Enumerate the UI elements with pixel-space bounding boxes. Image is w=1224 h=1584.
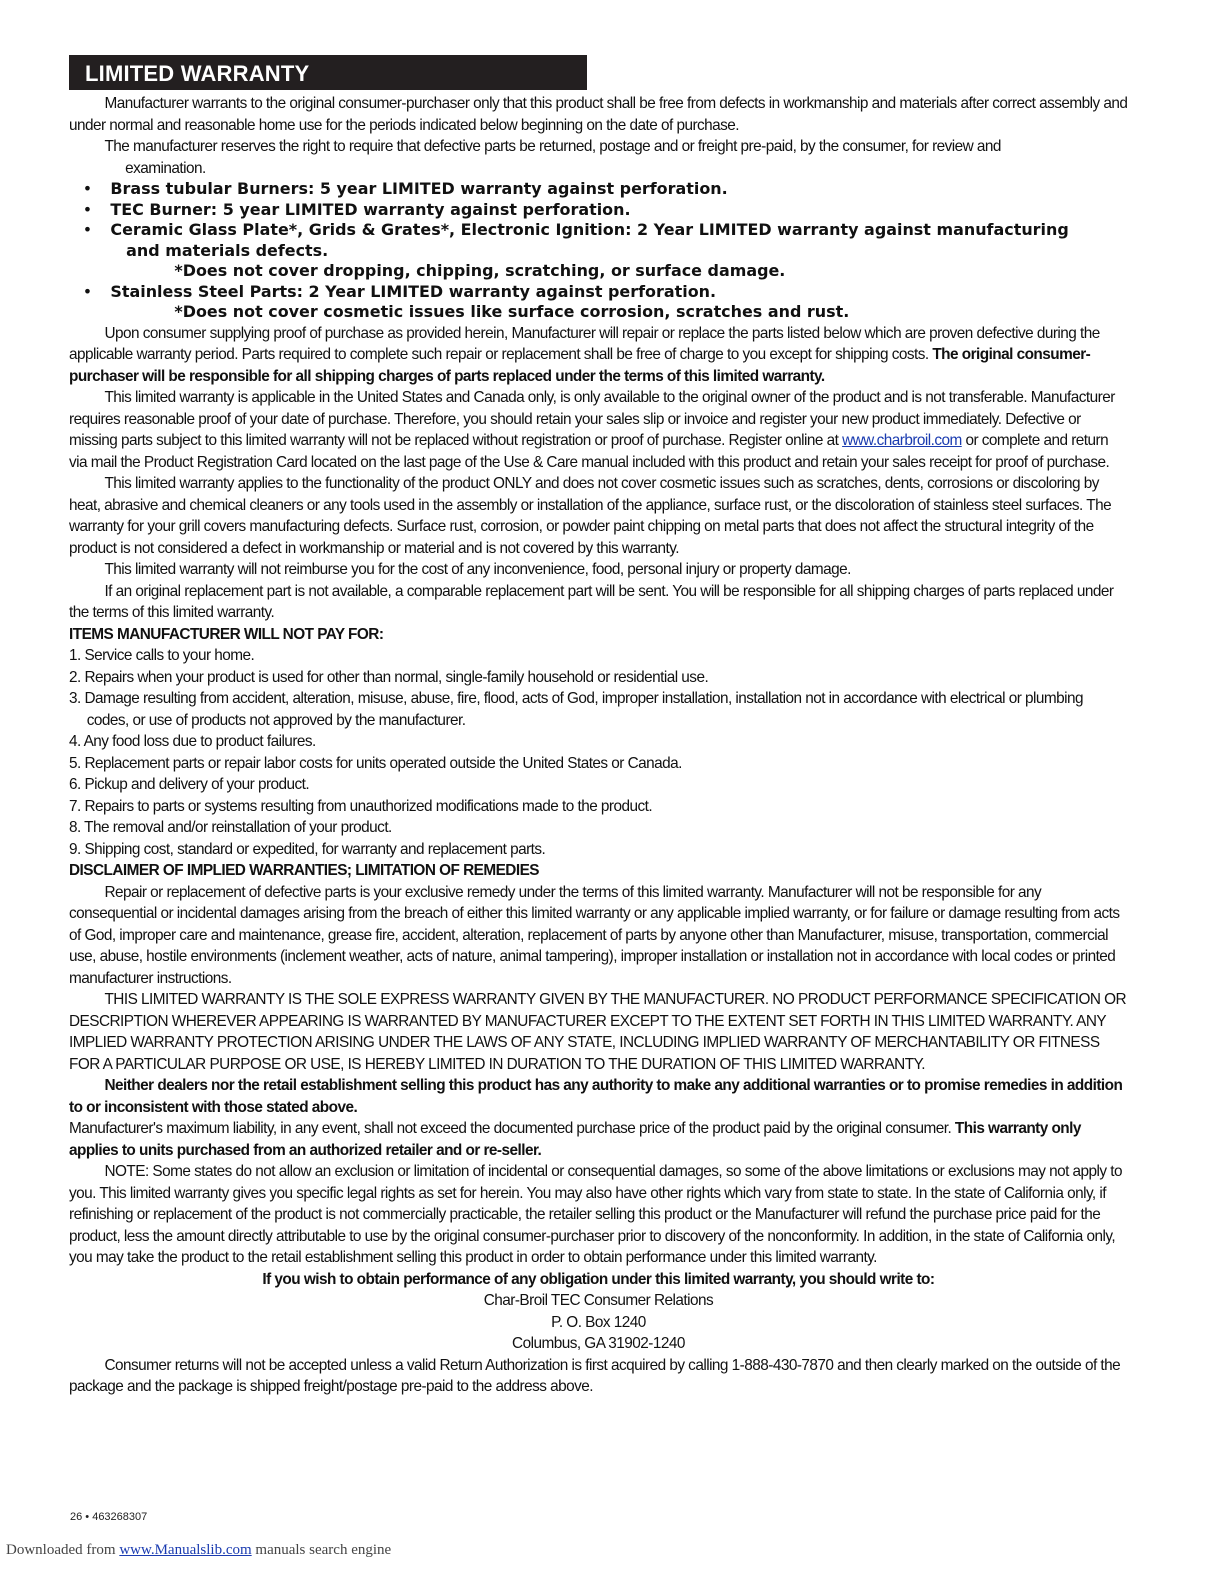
applicable-paragraph: This limited warranty is applicable in the United States and Canada only, is only available to the original owner of the product and is not transferable. Manufacturer requires reasonable proof of your date of purchase. Therefore, you should retain your sales slip or invoice and register your new product immediately. Defective or missing parts subject to this limited warranty will not be replaced without registration or proof of purchase. Register online at www.charbroil.com or complete and return via mail the Product Registration Card located on the last page of the Use & Care manual included with this product and retain your sales receipt for proof of purchase. (69, 389, 1115, 471)
list-item: • TEC Burner: 5 year LIMITED warranty against perforation. (82, 199, 631, 219)
download-credit: Downloaded from www.Manualslib.com manuals search engine (6, 1542, 392, 1558)
address-line: Columbus, GA 31902-1240 (512, 1335, 685, 1352)
not-pay-heading: ITEMS MANUFACTURER WILL NOT PAY FOR: (69, 625, 384, 643)
list-item: 1. Service calls to your home. (69, 647, 255, 664)
list-item: 7. Repairs to parts or systems resulting from unauthorized modifications made to the product. (69, 797, 653, 815)
list-item-continued: and materials defects. (126, 240, 329, 260)
charbroil-link[interactable]: www.charbroil.com (842, 432, 962, 449)
note-paragraph: NOTE: Some states do not allow an exclusion or limitation of incidental or consequential damages, so some of the above limitations or exclusions may not apply to you. This limited warranty gives you specific legal rights as set for herein. You may also have other rights which vary from state to state. In the state of California only, if refinishing or replacement of the product is not commercially practicable, the retailer selling this product or the Manufacturer will refund the purchase price paid for the product, less the amount directly attributable to use by the original consumer-purchaser prior to discovery of the nonconformity. In addition, in the state of California only, you may take the product to the retail establishment selling this product in order to obtain performance under this limited warranty. (69, 1163, 1123, 1266)
reserve-paragraph-line2: examination. (125, 159, 206, 177)
page-footer: 26 • 463268307 (70, 1511, 148, 1523)
contact-heading: If you wish to obtain performance of any obligation under this limited warranty, you should write to: (262, 1270, 935, 1288)
reserve-paragraph-line1: The manufacturer reserves the right to require that defective parts be returned, postage and or freight pre-paid, by the consumer, for review and (104, 138, 1001, 155)
express-warranty-paragraph: THIS LIMITED WARRANTY IS THE SOLE EXPRESS WARRANTY GIVEN BY THE MANUFACTURER. NO PRODUCT PERFORMANCE SPECIFICATION OR DESCRIPTION WHEREVER APPEARING IS WARRANTED BY MANUFACTURER EXCEPT TO THE EXTENT SET FORTH IN THIS LIMITED WARRANTY. ANY IMPLIED WARRANTY PROTECTION ARISING UNDER THE LAWS OF ANY STATE, INCLUDING IMPLIED WARRANTY OF MERCHANTABILITY OR FITNESS FOR A PARTICULAR PURPOSE OR USE, IS HEREBY LIMITED IN DURATION TO THE DURATION OF THIS LIMITED WARRANTY. (69, 991, 1127, 1073)
bullet-icon: • (82, 220, 93, 239)
list-item: 5. Replacement parts or repair labor costs for units operated outside the United States or Canada. (69, 754, 682, 772)
list-item: 2. Repairs when your product is used for other than normal, single-family household or residential use. (69, 668, 709, 686)
remedy-paragraph: Repair or replacement of defective parts is your exclusive remedy under the terms of this limited warranty. Manufacturer will not be responsible for any consequential or incidental damages arising from the breach of either this limited warranty or any applicable implied warranty, or for failure or damage resulting from acts of God, improper care and maintenance, grease fire, accident, alteration, replacement of parts by anyone other than Manufacturer, misuse, transportation, commercial use, abuse, hostile environments (inclement weather, acts of nature, animal tampering), improper installation or installation not in accordance with local codes or printed manufacturer instructions. (69, 883, 1120, 987)
bullet-icon: • (82, 199, 93, 219)
coverage-note: *Does not cover cosmetic issues like surface corrosion, scratches and rust. (174, 302, 850, 321)
address-line: Char-Broil TEC Consumer Relations (483, 1292, 714, 1309)
manualslib-link[interactable]: www.Manualslib.com (119, 1542, 252, 1558)
liability-paragraph: Manufacturer's maximum liability, in any event, shall not exceed the documented purchase price of the product paid by the original consumer. This warranty only applies to units purchased from an authorized retailer and or re-seller. (69, 1120, 1081, 1159)
not-pay-list (69, 645, 1128, 860)
list-item: 9. Shipping cost, standard or expedited, for warranty and replacement parts. (69, 840, 546, 858)
bullet-icon: • (82, 281, 93, 301)
section-title: LIMITED WARRANTY (69, 55, 587, 90)
intro-paragraph: Manufacturer warrants to the original consumer-purchaser only that this product shall be free from defects in workmanship and materials after correct assembly and under normal and reasonable home use for the periods indicated below beginning on the date of purchase. (69, 95, 1128, 134)
list-item: • Ceramic Glass Plate*, Grids & Grates*, Electronic Ignition: 2 Year LIMITED warranty against manufacturing (82, 220, 1069, 239)
disclaimer-heading: DISCLAIMER OF IMPLIED WARRANTIES; LIMITATION OF REMEDIES (69, 862, 539, 879)
list-item: 4. Any food loss due to product failures. (69, 733, 316, 750)
warranty-body (69, 93, 1128, 1398)
reimburse-paragraph: This limited warranty will not reimburse you for the cost of any inconvenience, food, personal injury or property damage. (104, 561, 851, 578)
coverage-note: *Does not cover dropping, chipping, scratching, or surface damage. (174, 261, 786, 280)
functionality-paragraph: This limited warranty applies to the functionality of the product ONLY and does not cover cosmetic issues such as scratches, dents, corrosions or discoloring by heat, abrasive and chemical cleaners or any tools used in the assembly or installation of the appliance, surface rust, or the discoloration of stainless steel surfaces. The warranty for your grill covers manufacturing defects. Surface rust, corrosion, or powder paint chipping on metal parts that does not affect the structural integrity of the product is not considered a defect in workmanship or material and is not covered by this warranty. (69, 475, 1112, 557)
bullet-icon: • (82, 179, 93, 198)
list-item: 6. Pickup and delivery of your product. (69, 776, 310, 793)
dealers-paragraph: Neither dealers nor the retail establishment selling this product has any authority to make any additional warranties or to promise remedies in addition to or inconsistent with those stated above. (69, 1077, 1123, 1116)
returns-paragraph: Consumer returns will not be accepted unless a valid Return Authorization is first acquired by calling 1-888-430-7870 and then clearly marked on the outside of the package and the package is shipped freight/postage pre-paid to the address above. (69, 1356, 1121, 1395)
list-item: • Brass tubular Burners: 5 year LIMITED warranty against perforation. (82, 179, 728, 198)
replacement-paragraph: If an original replacement part is not available, a comparable replacement part will be sent. You will be responsible for all shipping charges of parts replaced under the terms of this limited warranty. (69, 582, 1114, 621)
list-item: • Stainless Steel Parts: 2 Year LIMITED warranty against perforation. (82, 281, 717, 301)
list-item: 3. Damage resulting from accident, alteration, misuse, abuse, fire, flood, acts of God, improper installation, installation not in accordance with electrical or plumbing codes, or use of products not approved by the manufacturer. (69, 690, 1084, 729)
list-item: 8. The removal and/or reinstallation of your product. (69, 819, 392, 836)
proof-paragraph: Upon consumer supplying proof of purchase as provided herein, Manufacturer will repair or replace the parts listed below which are proven defective during the applicable warranty period. Parts required to complete such repair or replacement shall be free of charge to you except for shipping costs. The original consumer-purchaser will be responsible for all shipping charges of parts replaced under the terms of this limited warranty. (69, 324, 1100, 385)
coverage-list (69, 179, 1128, 323)
address-line: P. O. Box 1240 (551, 1313, 646, 1331)
